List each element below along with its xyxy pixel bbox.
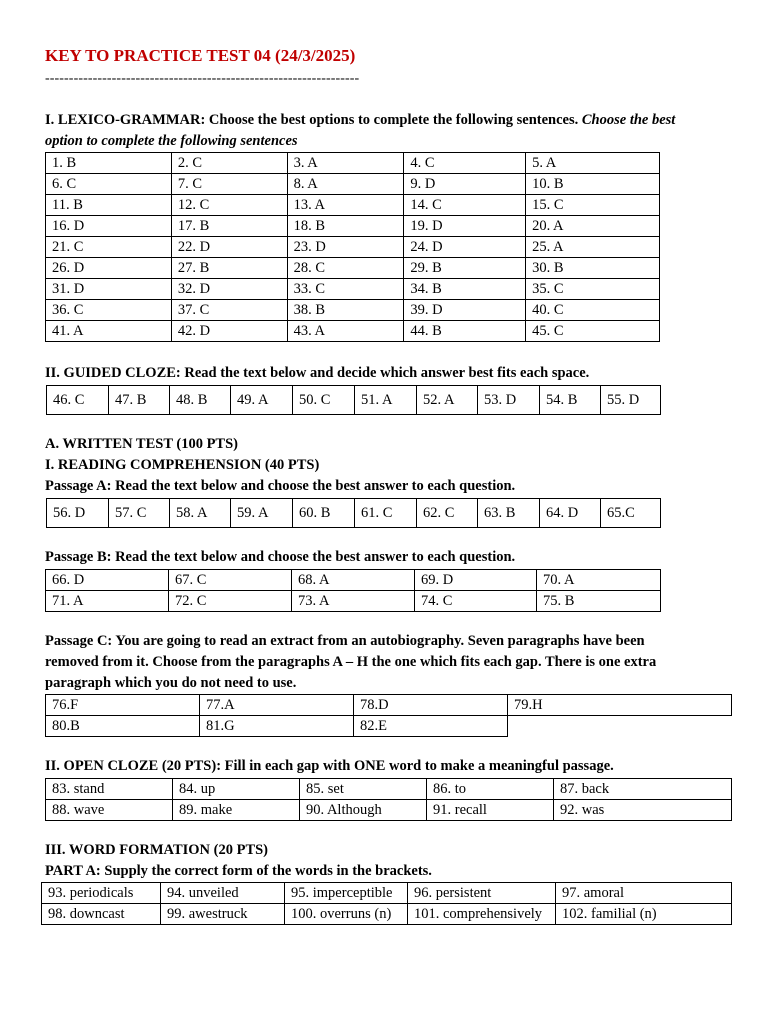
answer-cell: 82.E (354, 716, 508, 737)
answer-cell: 83. stand (46, 779, 173, 800)
answer-cell: 69. D (415, 570, 537, 591)
table-row (46, 195, 660, 216)
answer-cell: 55. D (601, 386, 661, 415)
answer-cell: 81.G (200, 716, 354, 737)
table-row (46, 153, 660, 174)
answer-cell: 54. B (540, 386, 601, 415)
passage-c-line-2: removed from it. Choose from the paragraphs A – H the one which fits each gap. There is one extra (45, 654, 657, 670)
word-formation-part-a: PART A: Supply the correct form of the words in the brackets. (45, 863, 432, 879)
answer-cell: 19. D (404, 216, 526, 237)
word-formation-table (41, 882, 732, 925)
answer-cell: 52. A (417, 386, 478, 415)
answer-cell: 100. overruns (n) (285, 904, 408, 925)
lexico-grammar-table (45, 152, 660, 342)
passage-a-rows (47, 499, 661, 528)
answer-cell: 62. C (417, 499, 478, 528)
open-cloze-rows (46, 779, 732, 821)
answer-cell: 37. C (171, 300, 287, 321)
answer-cell: 59. A (231, 499, 293, 528)
word-formation-rows (42, 883, 732, 925)
answer-cell: 90. Although (300, 800, 427, 821)
answer-cell: 49. A (231, 386, 293, 415)
answer-cell: 63. B (478, 499, 540, 528)
answer-cell: 56. D (47, 499, 109, 528)
table-row (46, 695, 732, 716)
answer-cell: 33. C (287, 279, 404, 300)
guided-cloze-rows (47, 386, 661, 415)
answer-cell: 26. D (46, 258, 172, 279)
answer-cell: 92. was (554, 800, 732, 821)
answer-cell: 30. B (526, 258, 660, 279)
answer-cell: 29. B (404, 258, 526, 279)
lexico-grammar-italic-b: option to complete the following sentences (45, 133, 298, 149)
passage-b-rows (46, 570, 661, 612)
answer-cell: 102. familial (n) (556, 904, 732, 925)
guided-cloze-heading: II. GUIDED CLOZE: Read the text below and decide which answer best fits each space. (45, 365, 590, 381)
table-row (47, 386, 661, 415)
answer-cell: 41. A (46, 321, 172, 342)
answer-cell: 47. B (109, 386, 170, 415)
passage-a-table (46, 498, 661, 528)
answer-cell: 6. C (46, 174, 172, 195)
answer-cell: 80.B (46, 716, 200, 737)
answer-cell: 11. B (46, 195, 172, 216)
answer-cell: 95. imperceptible (285, 883, 408, 904)
answer-cell: 61. C (355, 499, 417, 528)
answer-cell: 97. amoral (556, 883, 732, 904)
answer-cell: 31. D (46, 279, 172, 300)
answer-cell: 35. C (526, 279, 660, 300)
table-row (46, 591, 661, 612)
passage-a-heading: Passage A: Read the text below and choose the best answer to each question. (45, 478, 516, 494)
answer-cell: 51. A (355, 386, 417, 415)
passage-c-rows (46, 695, 732, 737)
answer-cell: 65.C (601, 499, 661, 528)
answer-cell: 16. D (46, 216, 172, 237)
answer-cell: 45. C (526, 321, 660, 342)
answer-cell: 8. A (287, 174, 404, 195)
answer-cell: 15. C (526, 195, 660, 216)
answer-cell: 75. B (537, 591, 661, 612)
answer-cell: 24. D (404, 237, 526, 258)
answer-cell: 53. D (478, 386, 540, 415)
answer-cell: 64. D (540, 499, 601, 528)
answer-cell: 17. B (171, 216, 287, 237)
answer-cell: 32. D (171, 279, 287, 300)
answer-cell: 36. C (46, 300, 172, 321)
answer-cell: 101. comprehensively (408, 904, 556, 925)
passage-c-table (45, 694, 732, 737)
answer-cell: 88. wave (46, 800, 173, 821)
answer-cell: 39. D (404, 300, 526, 321)
lexico-grammar-italic-a: Choose the best (581, 112, 676, 128)
answer-cell: 1. B (46, 153, 172, 174)
table-row (42, 904, 732, 925)
answer-cell: 38. B (287, 300, 404, 321)
passage-b-table (45, 569, 661, 612)
answer-cell: 77.A (200, 695, 354, 716)
passage-c-line-3: paragraph which you do not need to use. (45, 675, 297, 691)
table-row (47, 499, 661, 528)
table-row (46, 321, 660, 342)
lexico-grammar-instruction: Choose the best options to complete the following sentences. (205, 112, 582, 128)
reading-comprehension-heading: I. READING COMPREHENSION (40 PTS) (45, 457, 320, 473)
open-cloze-table (45, 778, 732, 821)
answer-cell: 12. C (171, 195, 287, 216)
lexico-grammar-heading-cont (45, 131, 298, 152)
table-row (46, 779, 732, 800)
answer-cell: 7. C (171, 174, 287, 195)
answer-cell: 25. A (526, 237, 660, 258)
answer-cell: 76.F (46, 695, 200, 716)
table-row (46, 800, 732, 821)
answer-cell: 43. A (287, 321, 404, 342)
answer-cell: 99. awestruck (161, 904, 285, 925)
answer-cell: 13. A (287, 195, 404, 216)
table-row (46, 570, 661, 591)
answer-cell: 42. D (171, 321, 287, 342)
written-test-heading: A. WRITTEN TEST (100 PTS) (45, 436, 238, 452)
answer-cell: 18. B (287, 216, 404, 237)
answer-cell: 27. B (171, 258, 287, 279)
answer-cell: 98. downcast (42, 904, 161, 925)
lexico-grammar-heading (45, 110, 721, 131)
answer-cell: 4. C (404, 153, 526, 174)
answer-cell: 20. A (526, 216, 660, 237)
table-row (46, 300, 660, 321)
answer-cell: 68. A (292, 570, 415, 591)
answer-cell: 14. C (404, 195, 526, 216)
answer-cell: 34. B (404, 279, 526, 300)
answer-cell: 67. C (169, 570, 292, 591)
answer-cell: 40. C (526, 300, 660, 321)
answer-cell (508, 716, 732, 737)
table-row (46, 716, 732, 737)
answer-cell: 73. A (292, 591, 415, 612)
answer-cell: 79.H (508, 695, 732, 716)
answer-cell: 71. A (46, 591, 169, 612)
answer-cell: 58. A (170, 499, 231, 528)
answer-cell: 44. B (404, 321, 526, 342)
answer-cell: 86. to (427, 779, 554, 800)
answer-cell: 10. B (526, 174, 660, 195)
answer-cell: 91. recall (427, 800, 554, 821)
table-row (46, 216, 660, 237)
answer-cell: 78.D (354, 695, 508, 716)
answer-cell: 84. up (173, 779, 300, 800)
table-row (46, 237, 660, 258)
lexico-grammar-label: I. LEXICO-GRAMMAR: (45, 112, 206, 128)
answer-cell: 3. A (287, 153, 404, 174)
answer-cell: 93. periodicals (42, 883, 161, 904)
page-title: KEY TO PRACTICE TEST 04 (24/3/2025) (45, 46, 356, 65)
title-separator: ------------------------------------------------------------------ (45, 71, 360, 86)
answer-cell: 9. D (404, 174, 526, 195)
answer-cell: 72. C (169, 591, 292, 612)
open-cloze-heading: II. OPEN CLOZE (20 PTS): Fill in each gap with ONE word to make a meaningful passage. (45, 758, 614, 774)
answer-cell: 22. D (171, 237, 287, 258)
answer-cell: 96. persistent (408, 883, 556, 904)
answer-cell: 60. B (293, 499, 355, 528)
answer-cell: 28. C (287, 258, 404, 279)
answer-cell: 46. C (47, 386, 109, 415)
answer-cell: 50. C (293, 386, 355, 415)
table-row (46, 258, 660, 279)
passage-b-heading: Passage B: Read the text below and choose the best answer to each question. (45, 549, 516, 565)
answer-cell: 23. D (287, 237, 404, 258)
passage-c-line-1: Passage C: You are going to read an extract from an autobiography. Seven paragraphs have been (45, 633, 645, 649)
word-formation-heading: III. WORD FORMATION (20 PTS) (45, 842, 269, 858)
answer-cell: 2. C (171, 153, 287, 174)
table-row (46, 279, 660, 300)
answer-cell: 57. C (109, 499, 170, 528)
answer-cell: 94. unveiled (161, 883, 285, 904)
lexico-grammar-rows (46, 153, 660, 342)
table-row (42, 883, 732, 904)
answer-cell: 85. set (300, 779, 427, 800)
answer-cell: 5. A (526, 153, 660, 174)
answer-cell: 87. back (554, 779, 732, 800)
answer-cell: 21. C (46, 237, 172, 258)
answer-cell: 74. C (415, 591, 537, 612)
answer-cell: 66. D (46, 570, 169, 591)
answer-cell: 48. B (170, 386, 231, 415)
guided-cloze-table (46, 385, 661, 415)
answer-cell: 89. make (173, 800, 300, 821)
table-row (46, 174, 660, 195)
answer-cell: 70. A (537, 570, 661, 591)
